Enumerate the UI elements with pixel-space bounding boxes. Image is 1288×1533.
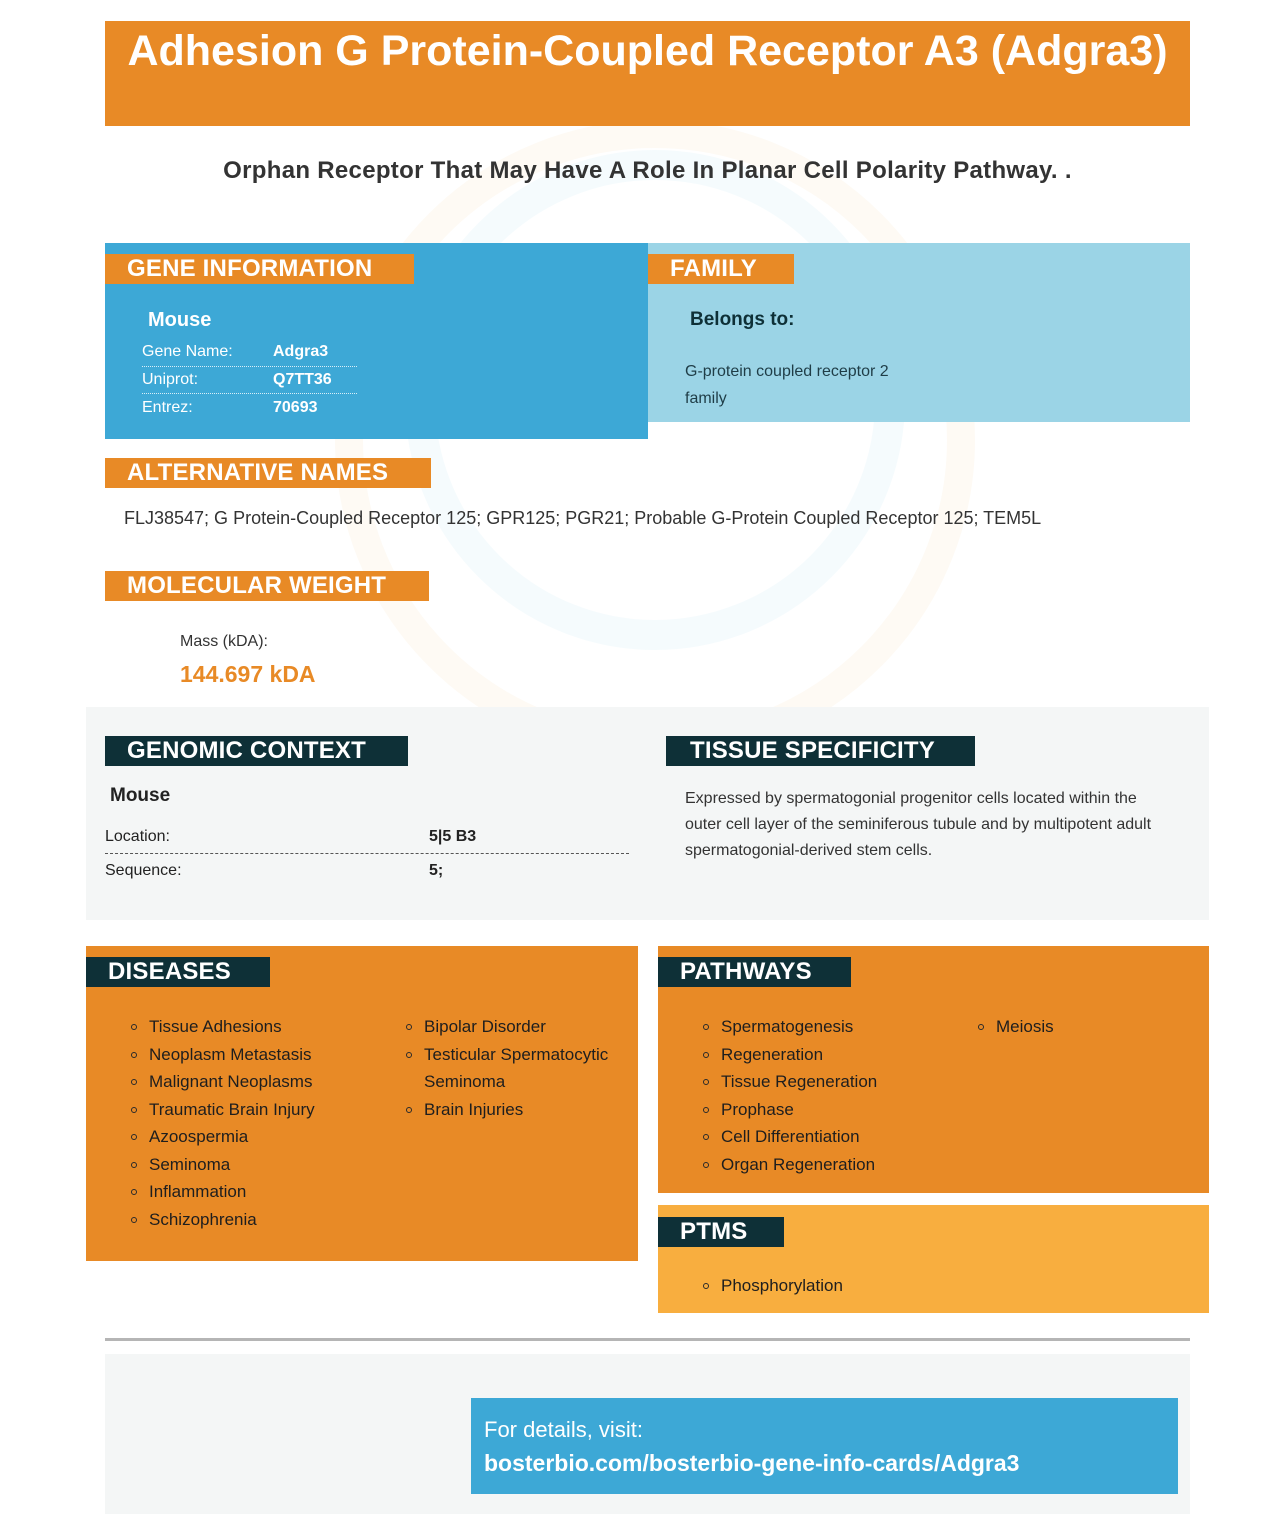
pathway-item: Regeneration: [701, 1041, 931, 1069]
details-box: [471, 1398, 1178, 1494]
gene-info-row: [142, 394, 357, 422]
disease-item: Inflammation: [129, 1178, 359, 1206]
disease-item: Azoospermia: [129, 1123, 359, 1151]
disease-item: Schizophrenia: [129, 1206, 359, 1234]
pathways-list-col2: [976, 1013, 1176, 1041]
ptms-panel: [658, 1205, 1209, 1313]
pathway-item: Cell Differentiation: [701, 1123, 931, 1151]
pathway-item: Prophase: [701, 1096, 931, 1124]
gene-information-heading: GENE INFORMATION: [105, 254, 414, 284]
mass-label: Mass (kDA):: [180, 633, 268, 650]
pathways-panel: [658, 946, 1209, 1193]
tissue-specificity-heading: TISSUE SPECIFICITY: [666, 736, 975, 766]
gene-information-panel: [105, 243, 648, 439]
disease-item: Bipolar Disorder: [404, 1013, 629, 1041]
diseases-list-col1: [129, 1013, 359, 1233]
pathways-heading: PATHWAYS: [658, 957, 851, 987]
alternative-names-text: FLJ38547; G Protein-Coupled Receptor 125; GPR125; PGR21; Probable G-Protein Coupled Receptor 125; TEM5L: [124, 508, 1042, 528]
disease-item: Malignant Neoplasms: [129, 1068, 359, 1096]
disease-item: Tissue Adhesions: [129, 1013, 359, 1041]
diseases-heading: DISEASES: [86, 957, 270, 987]
family-panel: [648, 243, 1190, 422]
gene-info-key: Entrez:: [142, 398, 193, 416]
details-link[interactable]: bosterbio.com/bosterbio-gene-info-cards/Adgra3: [484, 1450, 1020, 1476]
gene-info-table: [142, 339, 357, 422]
gene-info-value: 70693: [273, 398, 318, 416]
genomic-context-heading: GENOMIC CONTEXT: [105, 736, 408, 766]
alternative-names-heading: ALTERNATIVE NAMES: [105, 458, 431, 488]
disease-item: Seminoma: [129, 1151, 359, 1179]
gene-info-value: Adgra3: [273, 343, 329, 361]
gene-info-row: [142, 367, 357, 395]
details-label: For details, visit:: [484, 1417, 643, 1442]
page-title: Adhesion G Protein-Coupled Receptor A3 (Adgra3): [105, 21, 1190, 126]
diseases-panel: [86, 946, 638, 1261]
disease-item: Testicular Spermatocytic Seminoma: [404, 1041, 629, 1096]
family-text: G-protein coupled receptor 2 family: [685, 363, 889, 407]
footer-divider: [105, 1338, 1190, 1341]
gene-info-key: Gene Name:: [142, 343, 233, 361]
family-heading: FAMILY: [648, 254, 794, 284]
genomic-context-table: [105, 820, 629, 888]
gene-info-value: Q7TT36: [273, 370, 332, 388]
belongs-to-label: Belongs to:: [690, 309, 795, 330]
disease-item: Neoplasm Metastasis: [129, 1041, 359, 1069]
genomic-context-value: 5;: [429, 862, 444, 879]
gene-info-row: [142, 339, 357, 367]
tissue-specificity-text: Expressed by spermatogonial progenitor cells located within the outer cell layer of the seminiferous tubule and by multipotent adult spermatogonial-derived stem cells.: [685, 790, 1152, 859]
ptm-item: Phosphorylation: [701, 1272, 1001, 1300]
disease-item: Traumatic Brain Injury: [129, 1096, 359, 1124]
genomic-context-key: Sequence:: [105, 862, 182, 879]
genomic-context-key: Location:: [105, 827, 170, 845]
disease-item: Brain Injuries: [404, 1096, 629, 1124]
molecular-weight-heading: MOLECULAR WEIGHT: [105, 571, 429, 601]
diseases-list-col2: [404, 1013, 629, 1123]
mass-value: 144.697 kDA: [180, 661, 316, 687]
pathway-item: Organ Regeneration: [701, 1151, 931, 1179]
pathway-item: Tissue Regeneration: [701, 1068, 931, 1096]
genomic-context-row: [105, 854, 629, 888]
genomic-context-value: 5|5 B3: [429, 827, 477, 845]
ptms-heading: PTMS: [658, 1217, 784, 1247]
gene-info-key: Uniprot:: [142, 370, 199, 388]
pathways-list-col1: [701, 1013, 931, 1178]
genomic-species: Mouse: [110, 785, 171, 806]
page-subtitle: Orphan Receptor That May Have A Role In Planar Cell Polarity Pathway. .: [223, 157, 1072, 184]
pathway-item: Meiosis: [976, 1013, 1176, 1041]
genomic-context-row: [105, 820, 629, 854]
ptms-list: [701, 1272, 1001, 1300]
pathway-item: Spermatogenesis: [701, 1013, 931, 1041]
gene-species: Mouse: [148, 309, 212, 331]
